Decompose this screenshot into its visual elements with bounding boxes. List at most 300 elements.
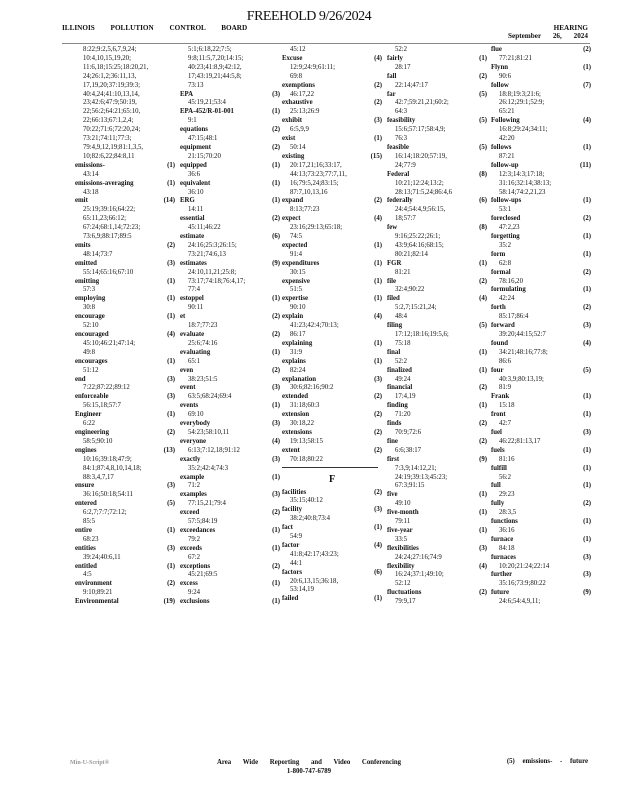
index-term-word: factor (282, 541, 300, 549)
index-term (75, 260, 175, 269)
index-term-word: exist (282, 135, 296, 143)
index-term (180, 180, 280, 189)
index-term (491, 367, 591, 376)
index-page-refs: 30:8 (83, 304, 96, 312)
index-term-count: (1) (583, 393, 591, 401)
index-page-refs: 45:12 (290, 46, 306, 53)
index-term (387, 349, 487, 358)
index-term (387, 91, 487, 100)
index-term (282, 99, 382, 108)
index-term-word: encouraged (75, 331, 109, 338)
index-page-refs: 49:8 (83, 348, 96, 356)
index-term (387, 260, 487, 269)
index-term-word: expect (282, 215, 301, 223)
index-term (282, 489, 382, 498)
index-page-refs: 9:10;89:21 (83, 589, 113, 597)
index-term (491, 589, 591, 598)
index-term-count: (1) (583, 250, 591, 258)
index-term-count: (4) (272, 437, 280, 445)
index-page-refs: 73:21;74:11;77:3; (83, 135, 132, 143)
index-term-count: (2) (479, 277, 487, 285)
index-term-count: (2) (374, 428, 382, 436)
index-term-word: filing (387, 322, 403, 330)
index-page-refs: 24:10,11,21;25:8; (188, 268, 237, 276)
index-term-word: explains (282, 357, 306, 365)
index-term (491, 340, 591, 349)
index-term-count: (1) (374, 524, 382, 532)
index-term (180, 384, 280, 393)
index-term (75, 500, 175, 509)
index-page-refs: 85:5 (83, 518, 96, 526)
index-term (180, 197, 280, 206)
index-term (491, 215, 591, 224)
index-term-word: five (387, 491, 398, 499)
index-term-count: (2) (272, 313, 280, 321)
index-page-refs: 40:23;41:8,9;42:12, (188, 63, 242, 71)
index-term-count: (1) (374, 241, 382, 249)
footer-brand: Min-U-Script® (70, 760, 110, 766)
index-page-refs: 90:10 (290, 304, 306, 312)
index-page-refs: 54:9 (290, 533, 303, 541)
index-page-refs: 77:4 (188, 286, 201, 294)
index-term-count: (2) (374, 197, 382, 205)
index-term (75, 563, 175, 572)
index-page-refs: 6:6;38:17 (395, 446, 422, 454)
index-term (282, 376, 382, 385)
index-page-refs: 57:5;84:19 (188, 518, 218, 526)
index-term-word: encourages (75, 357, 108, 365)
index-term-word: examples (180, 491, 207, 499)
index-term-count: (5) (479, 143, 487, 151)
index-page-refs: 36:16 (499, 526, 515, 534)
index-term-word: everyone (180, 437, 207, 445)
index-page-refs: 70:22;71:6;72:20,24; (83, 126, 141, 134)
index-page-refs: 82:24 (290, 366, 306, 374)
index-term-count: (1) (374, 595, 382, 603)
index-term (491, 286, 591, 295)
index-term-word: exclusions (180, 598, 210, 606)
index-term (491, 144, 591, 153)
index-term (282, 595, 382, 604)
index-page-refs: 79:9,17 (395, 598, 416, 606)
index-term-count: (1) (583, 286, 591, 294)
index-term (75, 598, 175, 607)
index-page-refs: 84:18 (499, 544, 515, 552)
index-term (387, 144, 487, 153)
index-term-count: (2) (272, 126, 280, 134)
index-term-count: (2) (583, 215, 591, 223)
index-term-word: estimate (180, 233, 205, 241)
index-term (282, 340, 382, 349)
index-term-count: (1) (167, 411, 175, 419)
index-term-count: (2) (479, 437, 487, 445)
index-term-word: foreclosed (491, 215, 521, 223)
index-term-word: Flynn (491, 63, 508, 71)
index-term-word: flexibility (387, 562, 415, 570)
index-term (491, 482, 591, 491)
index-term-count: (4) (583, 339, 591, 347)
index-term-word: furnaces (491, 553, 516, 561)
index-term-word: forgetting (491, 233, 520, 241)
index-term-word: Excuse (282, 54, 303, 62)
index-term-count: (1) (479, 526, 487, 534)
index-term-count: (3) (374, 506, 382, 514)
index-term-word: filed (387, 295, 400, 303)
header-top-line: FREEHOLD 9/26/2024 (246, 9, 372, 24)
index-term-word: functions (491, 518, 518, 526)
header-rule (62, 43, 590, 44)
index-term-word: fully (491, 500, 505, 508)
index-term-word: follow-ups (491, 197, 522, 205)
index-page-refs: 18:8;19:3;21:6; (499, 90, 541, 98)
index-page-refs: 10;82:6,22;84:8,11 (83, 152, 135, 160)
index-page-refs: 38:2;40:8;73:4 (290, 515, 331, 523)
index-term-word: full (491, 482, 501, 490)
index-term (491, 64, 591, 73)
index-term-word: feasibility (387, 117, 416, 125)
index-page-refs: 44:1 (290, 559, 303, 567)
index-term-count: (2) (583, 46, 591, 53)
index-term (387, 509, 487, 518)
index-column-2 (180, 46, 280, 607)
index-page-refs: 43:14 (83, 170, 99, 178)
index-page-refs: 35:16;73:9;80:22 (499, 580, 546, 588)
index-term-count: (2) (479, 589, 487, 597)
index-page-refs: 30:18,22 (290, 420, 314, 428)
index-term-count: (7) (583, 81, 591, 89)
index-term-word: environment (75, 580, 112, 588)
index-term-word: emissions- (75, 161, 105, 169)
index-page-refs: 69:8 (290, 72, 303, 80)
index-page-refs: 22:14;47:17 (395, 81, 428, 89)
index-page-refs: 79:4,9,12,19;81:1,3,5, (83, 143, 144, 151)
index-page-refs: 46:22;81:13,17 (499, 437, 541, 445)
index-page-refs: 45:21;69:5 (188, 571, 218, 579)
index-term (387, 589, 487, 598)
index-term (387, 438, 487, 447)
index-page-refs: 28:13;71:5,24;86:4,6 (395, 188, 453, 196)
index-term (282, 295, 382, 304)
index-term-word: fairly (387, 54, 403, 62)
index-term (387, 197, 487, 206)
header-hearing-title: HEARING (553, 24, 588, 32)
index-term (282, 153, 382, 162)
index-page-refs: 54:23;58:10,11 (188, 428, 230, 436)
index-page-refs: 24;26:1,2;36:11,13, (83, 72, 137, 80)
index-term (75, 545, 175, 554)
index-term-word: employing (75, 295, 106, 303)
index-term-word: flue (491, 46, 502, 53)
index-page-refs: 49:24 (395, 375, 411, 383)
index-term-word: emit (75, 197, 88, 205)
index-term-word: expertise (282, 295, 309, 303)
index-term-count: (1) (167, 313, 175, 321)
index-term (387, 527, 487, 536)
index-term (282, 429, 382, 438)
index-term (75, 482, 175, 491)
index-term-count: (1) (374, 277, 382, 285)
index-term-count: (1) (272, 179, 280, 187)
index-term-word: formal (491, 268, 511, 276)
index-term-word: finds (387, 420, 402, 428)
index-page-refs: 36:6 (188, 170, 201, 178)
index-term (180, 598, 280, 607)
index-term (387, 491, 487, 500)
index-term (180, 402, 280, 411)
index-term-word: encourage (75, 313, 105, 321)
index-page-refs: 42:7;59:21,21;60:2; (395, 99, 449, 107)
index-page-refs: 78:16,20 (499, 277, 523, 285)
index-page-refs: 43:18 (83, 188, 99, 196)
index-page-refs: 40:4,24;41:10,13,14, (83, 90, 140, 98)
index-page-refs: 65:11,23;66:12; (83, 215, 126, 223)
index-page-refs: 18;57:7 (395, 215, 416, 223)
index-page-refs: 16:14;18:20;57:19, (395, 152, 447, 160)
index-term (75, 376, 175, 385)
index-term-word: even (180, 366, 194, 374)
index-term-count: (5) (583, 366, 591, 374)
index-term-word: fact (282, 524, 293, 532)
index-page-refs: 7:3,9;14:12,21; (395, 464, 437, 472)
index-term-count: (2) (374, 411, 382, 419)
index-page-refs: 91:4 (290, 250, 303, 258)
index-term-count: (13) (163, 446, 175, 454)
index-term-count: (4) (479, 295, 487, 303)
index-term-count: (1) (167, 295, 175, 303)
index-term (180, 233, 280, 242)
index-term-count: (3) (167, 259, 175, 267)
index-term (387, 420, 487, 429)
index-term (180, 474, 280, 483)
index-term-word: far (387, 90, 396, 98)
index-term-count: (4) (583, 117, 591, 125)
index-term-word: entities (75, 544, 96, 552)
index-term-count: (3) (374, 375, 382, 383)
index-term-word: follow-up (491, 161, 519, 169)
index-term-count: (1) (167, 526, 175, 534)
index-term-word: emitting (75, 277, 100, 285)
index-term-count: (1) (583, 535, 591, 543)
index-page-refs: 9:24 (188, 589, 201, 597)
index-term-word: Following (491, 117, 520, 125)
index-term-count: (11) (580, 161, 591, 169)
index-term (75, 197, 175, 206)
index-term (282, 135, 382, 144)
index-term-count: (1) (374, 259, 382, 267)
index-term-word: expensive (282, 277, 310, 285)
index-term (180, 144, 280, 153)
index-page-refs: 24:24;27:16;74:9 (395, 553, 442, 561)
index-page-refs: 53:14,19 (290, 586, 314, 594)
index-term-word: expenditures (282, 259, 320, 267)
index-page-refs: 31:16;32:14;38:13; (499, 179, 552, 187)
index-page-refs: 86:17 (290, 331, 306, 338)
index-term-word: follow (491, 81, 509, 89)
index-term-count: (2) (479, 384, 487, 392)
index-page-refs: 81:16 (499, 455, 515, 463)
index-term-count: (1) (583, 197, 591, 205)
index-term-count: (2) (374, 99, 382, 107)
index-term (491, 500, 591, 509)
index-term-word: failed (282, 595, 299, 603)
index-term-word: fluctuations (387, 589, 422, 597)
index-term (491, 447, 591, 456)
index-page-refs: 85:17;86:4 (499, 313, 529, 321)
index-term (180, 295, 280, 304)
index-term (491, 46, 591, 55)
index-term-count: (5) (167, 500, 175, 508)
index-term-word: facilities (282, 488, 307, 496)
index-term-word: ERG (180, 197, 195, 205)
index-term-count: (9) (583, 589, 591, 597)
index-term-word: engines (75, 446, 97, 454)
index-term-count: (1) (479, 402, 487, 410)
index-page-refs: 73:17;74:18;76:4,17; (188, 277, 246, 285)
index-page-refs: 19:13;58:15 (290, 437, 323, 445)
index-page-refs: 22;66:13;67:1,2,4; (83, 117, 134, 125)
index-term-count: (2) (167, 241, 175, 249)
index-page-refs: 68:23 (83, 535, 99, 543)
index-page-refs: 35:2;42:4;74:3 (188, 464, 229, 472)
index-term (282, 447, 382, 456)
index-term-count: (9) (479, 455, 487, 463)
footer-page-range: (5) emissions- - future (506, 758, 588, 765)
index-term (282, 411, 382, 420)
index-page-refs: 67:2 (188, 553, 201, 561)
index-term-count: (2) (374, 488, 382, 496)
index-page-refs: 74:5 (290, 233, 303, 241)
index-page-refs: 23:16;29:13;65:18; (290, 224, 343, 232)
index-term-word: exceptions (180, 562, 211, 570)
index-page-refs: 43:9;64:16;68:15; (395, 241, 444, 249)
index-term-count: (2) (583, 268, 591, 276)
index-term-count: (1) (374, 135, 382, 143)
index-page-refs: 29:23 (499, 491, 515, 499)
index-page-refs: 45:19,21;53:4 (188, 99, 226, 107)
index-term-word: explain (282, 313, 304, 321)
index-column-3 (282, 46, 382, 604)
index-term-word: Environmental (75, 598, 119, 606)
index-term-count: (2) (583, 500, 591, 508)
index-page-refs: 12:3;14:3;17:18; (499, 170, 545, 178)
index-term-word: five-year (387, 526, 413, 534)
index-page-refs: 69:10 (188, 411, 204, 419)
index-page-refs: 17:4,19 (395, 393, 416, 401)
index-page-refs: 51:5 (290, 286, 303, 294)
index-term (180, 456, 280, 465)
index-page-refs: 10:21;12:24;13:2; (395, 179, 444, 187)
index-term-count: (5) (479, 90, 487, 98)
index-page-refs: 84:1;87:4,8,10,14,18; (83, 464, 142, 472)
index-term-word: found (491, 339, 509, 347)
index-page-refs: 20:6,13,15;36:18, (290, 577, 339, 585)
index-term (180, 162, 280, 171)
index-term (282, 524, 382, 533)
index-term (387, 73, 487, 82)
index-page-refs: 64:3 (395, 108, 408, 116)
index-page-refs: 24:4;54:4,9;56:15, (395, 206, 446, 214)
index-page-refs: 8:13;77:23 (290, 206, 320, 214)
index-page-refs: 38:23;51:5 (188, 375, 218, 383)
index-term-word: explanation (282, 375, 316, 383)
index-term-word: factors (282, 568, 303, 576)
index-page-refs: 73:21;74:6,13 (188, 250, 226, 258)
index-page-refs: 28:3,5 (499, 509, 517, 517)
index-term (387, 278, 487, 287)
index-page-refs: 35:15;40:12 (290, 497, 323, 505)
index-term-count: (3) (272, 455, 280, 463)
index-term (491, 269, 591, 278)
index-page-refs: 87:7,10,13,16 (290, 188, 328, 196)
index-term-word: equivalent (180, 179, 211, 187)
index-term-count: (3) (583, 322, 591, 330)
index-page-refs: 42:7 (499, 420, 512, 428)
index-page-refs: 6:13;7:12,18;91:12 (188, 446, 240, 454)
index-term-count: (1) (272, 348, 280, 356)
index-term-count: (3) (583, 428, 591, 436)
index-term-word: furnace (491, 535, 514, 543)
index-term-count: (3) (272, 420, 280, 428)
index-page-refs: 70:9;72:6 (395, 428, 422, 436)
index-term-count: (3) (374, 117, 382, 125)
index-page-refs: 25:13;26:9 (290, 108, 320, 116)
index-term-word: entire (75, 526, 92, 534)
index-page-refs: 24;77:9 (395, 161, 416, 169)
index-page-refs: 52:10 (83, 322, 99, 330)
index-page-refs: 65:21 (499, 108, 515, 116)
index-page-refs: 47:2,23 (499, 224, 520, 232)
index-page-refs: 35:2 (499, 241, 512, 249)
index-term-word: exhibit (282, 117, 303, 125)
index-term-count: (2) (167, 428, 175, 436)
index-term-word: emitted (75, 259, 97, 267)
index-term-word: front (491, 411, 506, 419)
index-term (180, 420, 280, 429)
index-term-count: (3) (272, 90, 280, 98)
index-term-count: (2) (374, 446, 382, 454)
index-term-word: event (180, 384, 196, 392)
index-term-word: end (75, 375, 86, 383)
index-term (180, 331, 280, 340)
index-page-refs: 76:3 (395, 135, 408, 143)
index-term (387, 322, 487, 331)
index-page-refs: 8:22;9:2,5,6,7,9,24; (83, 46, 137, 53)
index-term (491, 233, 591, 242)
index-term-word: flexibilities (387, 544, 419, 552)
index-page-refs: 75:18 (395, 339, 411, 347)
index-term (180, 367, 280, 376)
index-term-word: evaluate (180, 331, 205, 338)
index-term (491, 571, 591, 580)
index-page-refs: 42:20 (499, 135, 515, 143)
index-page-refs: 51:12 (83, 366, 99, 374)
index-term-count: (1) (479, 54, 487, 62)
index-term (180, 215, 280, 224)
index-page-refs: 34:21;48:16;77:8; (499, 348, 548, 356)
index-term (180, 438, 280, 447)
index-page-refs: 26:12;29:1;52:9; (499, 99, 545, 107)
index-page-refs: 90:6 (499, 72, 512, 80)
index-term-count: (2) (479, 420, 487, 428)
index-term-word: five-month (387, 509, 419, 517)
index-page-refs: 49:10 (395, 500, 411, 508)
index-term-count: (2) (272, 366, 280, 374)
index-term-count: (1) (479, 259, 487, 267)
index-term-word: events (180, 402, 199, 410)
index-term (75, 358, 175, 367)
index-page-refs: 55:14;65:16;67:10 (83, 268, 134, 276)
index-page-refs: 88:3,4,7,17 (83, 473, 114, 481)
